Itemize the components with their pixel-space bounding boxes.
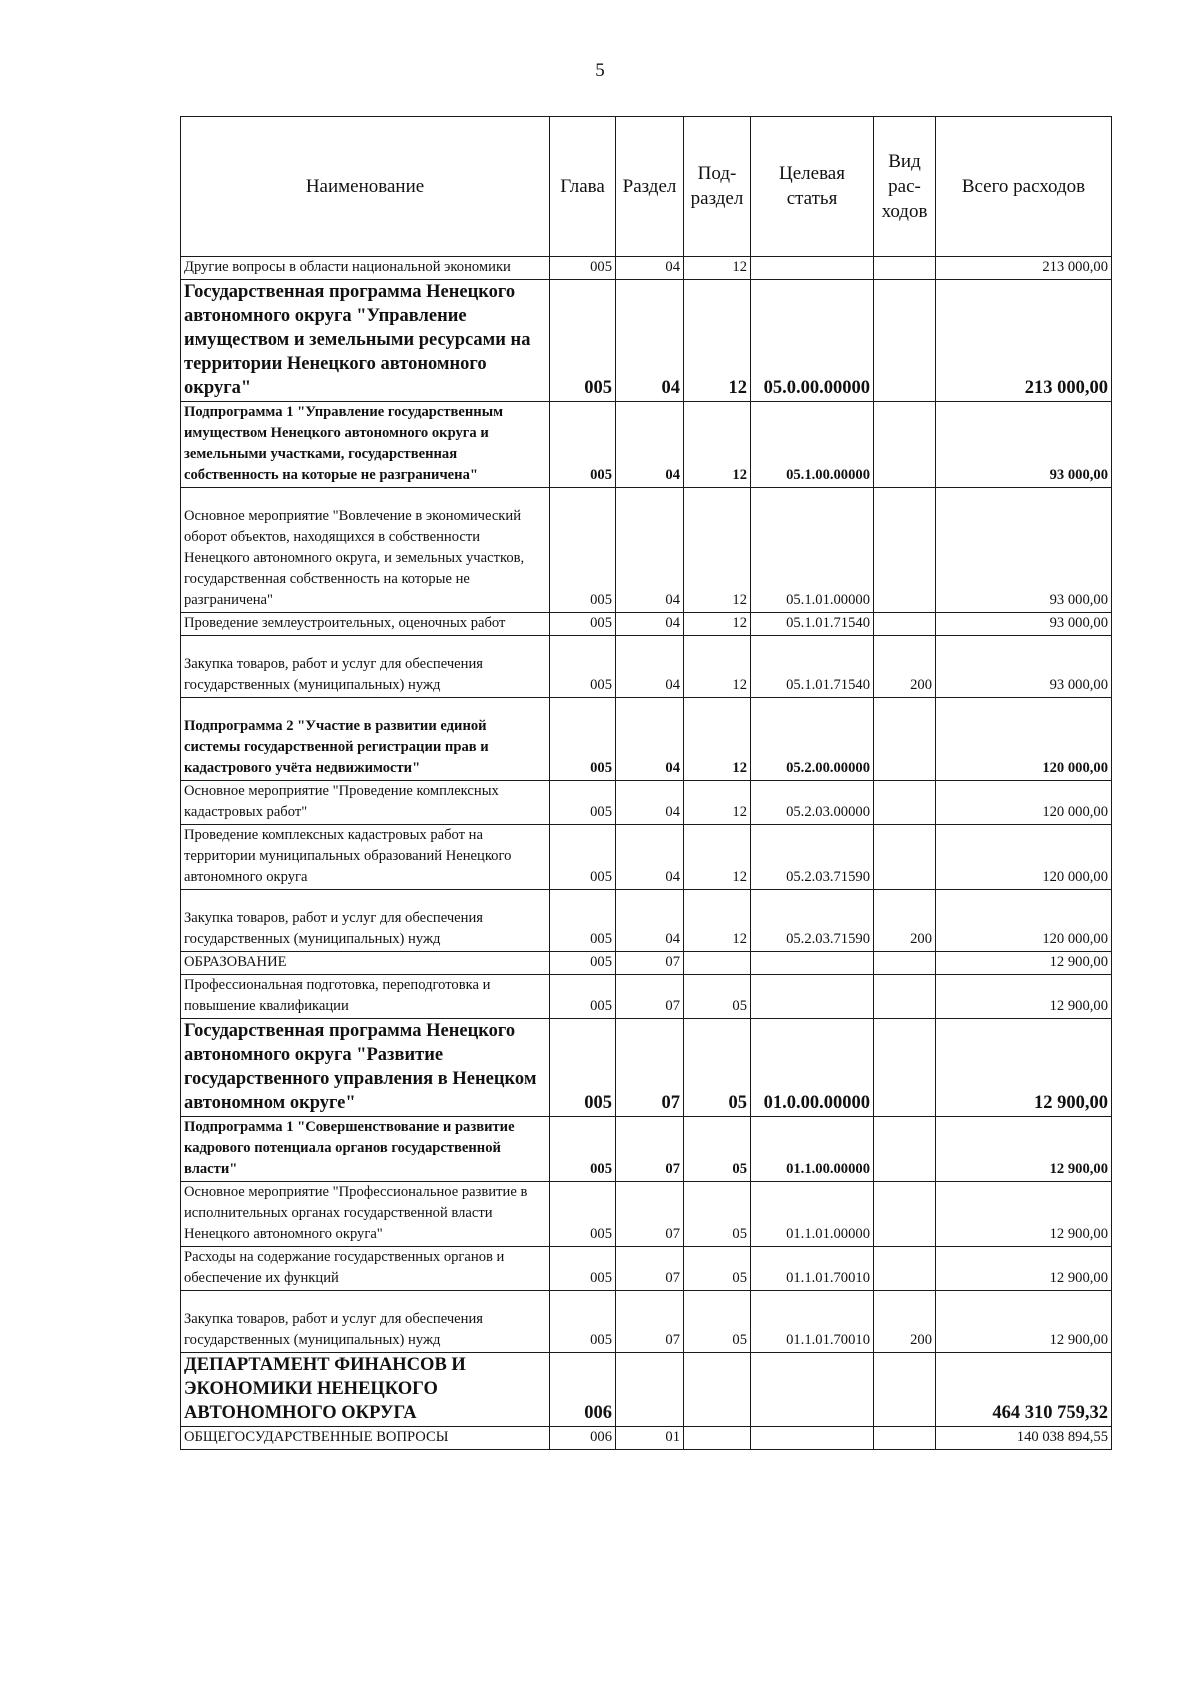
- row-tselevaya: 05.0.00.00000: [751, 280, 874, 402]
- row-podrazdel: 05: [684, 975, 751, 1019]
- row-total: 120 000,00: [936, 781, 1112, 825]
- table-row: [181, 1019, 1112, 1117]
- row-vid: [874, 280, 936, 402]
- row-podrazdel: [684, 1427, 751, 1450]
- table-row: [181, 825, 1112, 890]
- row-vid: [874, 825, 936, 890]
- row-name: Другие вопросы в области национальной экономики: [181, 257, 550, 280]
- row-tselevaya: [751, 952, 874, 975]
- row-total: 120 000,00: [936, 890, 1112, 952]
- table-row: [181, 613, 1112, 636]
- row-razdel: 07: [616, 952, 684, 975]
- row-total: 120 000,00: [936, 698, 1112, 781]
- table-row: [181, 1427, 1112, 1450]
- row-vid: 200: [874, 636, 936, 698]
- row-glava: 005: [550, 257, 616, 280]
- row-name: Подпрограмма 1 "Управление государственным имуществом Ненецкого автономного округа и земельными участками, государственная собственность на которые не разграничена": [181, 402, 550, 488]
- row-name: Проведение землеустроительных, оценочных работ: [181, 613, 550, 636]
- row-glava: 006: [550, 1353, 616, 1427]
- row-podrazdel: 12: [684, 257, 751, 280]
- row-podrazdel: 12: [684, 488, 751, 613]
- row-name: Основное мероприятие "Профессиональное развитие в исполнительных органах государственной власти Ненецкого автономного округа": [181, 1182, 550, 1247]
- row-vid: [874, 1427, 936, 1450]
- table-row: [181, 1247, 1112, 1291]
- row-total: 12 900,00: [936, 1019, 1112, 1117]
- row-glava: 005: [550, 975, 616, 1019]
- row-podrazdel: 05: [684, 1019, 751, 1117]
- row-total: 464 310 759,32: [936, 1353, 1112, 1427]
- row-razdel: [616, 1353, 684, 1427]
- row-tselevaya: 05.2.03.71590: [751, 825, 874, 890]
- row-tselevaya: [751, 257, 874, 280]
- row-name: Основное мероприятие "Проведение комплексных кадастровых работ": [181, 781, 550, 825]
- row-podrazdel: 12: [684, 698, 751, 781]
- row-tselevaya: 05.1.01.00000: [751, 488, 874, 613]
- row-total: 93 000,00: [936, 402, 1112, 488]
- row-total: 120 000,00: [936, 825, 1112, 890]
- row-name: Закупка товаров, работ и услуг для обеспечения государственных (муниципальных) нужд: [181, 890, 550, 952]
- row-vid: [874, 1353, 936, 1427]
- row-glava: 005: [550, 781, 616, 825]
- table-row: [181, 890, 1112, 952]
- row-name: Основное мероприятие "Вовлечение в экономический оборот объектов, находящихся в собственности Ненецкого автономного округа, и земельных участков, государственная собственность на которые не разграничена": [181, 488, 550, 613]
- row-razdel: 01: [616, 1427, 684, 1450]
- row-vid: 200: [874, 1291, 936, 1353]
- row-podrazdel: 05: [684, 1247, 751, 1291]
- row-total: 12 900,00: [936, 952, 1112, 975]
- row-tselevaya: 01.1.01.00000: [751, 1182, 874, 1247]
- row-vid: [874, 402, 936, 488]
- row-razdel: 04: [616, 402, 684, 488]
- row-glava: 005: [550, 952, 616, 975]
- row-glava: 005: [550, 636, 616, 698]
- row-vid: [874, 698, 936, 781]
- row-name: Государственная программа Ненецкого автономного округа "Развитие государственного управления в Ненецком автономном округе": [181, 1019, 550, 1117]
- row-vid: [874, 1019, 936, 1117]
- row-total: 12 900,00: [936, 1182, 1112, 1247]
- table-row: [181, 1291, 1112, 1353]
- row-podrazdel: [684, 1353, 751, 1427]
- table-row: [181, 257, 1112, 280]
- header-podrazdel: Под- раздел: [684, 117, 751, 257]
- row-vid: [874, 1117, 936, 1182]
- table-row: [181, 698, 1112, 781]
- row-total: 140 038 894,55: [936, 1427, 1112, 1450]
- header-total: Всего расходов: [936, 117, 1112, 257]
- row-podrazdel: 12: [684, 781, 751, 825]
- row-name: Закупка товаров, работ и услуг для обеспечения государственных (муниципальных) нужд: [181, 1291, 550, 1353]
- header-razdel: Раздел: [616, 117, 684, 257]
- row-tselevaya: 01.1.00.00000: [751, 1117, 874, 1182]
- row-tselevaya: [751, 975, 874, 1019]
- row-razdel: 07: [616, 1291, 684, 1353]
- table-row: [181, 781, 1112, 825]
- table-row: [181, 280, 1112, 402]
- row-tselevaya: 05.1.01.71540: [751, 613, 874, 636]
- row-glava: 005: [550, 1247, 616, 1291]
- header-vid: Вид рас- ходов: [874, 117, 936, 257]
- row-razdel: 04: [616, 613, 684, 636]
- table-row: [181, 402, 1112, 488]
- row-razdel: 07: [616, 1182, 684, 1247]
- row-total: 93 000,00: [936, 636, 1112, 698]
- row-razdel: 04: [616, 781, 684, 825]
- row-podrazdel: 05: [684, 1291, 751, 1353]
- row-glava: 005: [550, 1019, 616, 1117]
- row-glava: 005: [550, 1291, 616, 1353]
- row-total: 12 900,00: [936, 1117, 1112, 1182]
- row-total: 213 000,00: [936, 280, 1112, 402]
- row-name: Закупка товаров, работ и услуг для обеспечения государственных (муниципальных) нужд: [181, 636, 550, 698]
- header-row: [181, 117, 1112, 257]
- row-glava: 005: [550, 1117, 616, 1182]
- row-glava: 005: [550, 1182, 616, 1247]
- row-name: Подпрограмма 1 "Совершенствование и развитие кадрового потенциала органов государственной власти": [181, 1117, 550, 1182]
- row-podrazdel: 05: [684, 1182, 751, 1247]
- row-name: Подпрограмма 2 "Участие в развитии единой системы государственной регистрации прав и кадастрового учёта недвижимости": [181, 698, 550, 781]
- row-name: Профессиональная подготовка, переподготовка и повышение квалификации: [181, 975, 550, 1019]
- row-vid: [874, 488, 936, 613]
- row-podrazdel: 12: [684, 613, 751, 636]
- row-podrazdel: 12: [684, 825, 751, 890]
- row-vid: [874, 952, 936, 975]
- budget-table: [180, 116, 1112, 1450]
- row-glava: 005: [550, 488, 616, 613]
- row-glava: 005: [550, 280, 616, 402]
- row-razdel: 07: [616, 1019, 684, 1117]
- row-name: ДЕПАРТАМЕНТ ФИНАНСОВ И ЭКОНОМИКИ НЕНЕЦКОГО АВТОНОМНОГО ОКРУГА: [181, 1353, 550, 1427]
- row-total: 213 000,00: [936, 257, 1112, 280]
- row-glava: 005: [550, 825, 616, 890]
- row-vid: [874, 975, 936, 1019]
- table-row: [181, 636, 1112, 698]
- row-name: Проведение комплексных кадастровых работ на территории муниципальных образований Ненецкого автономного округа: [181, 825, 550, 890]
- row-glava: 005: [550, 698, 616, 781]
- row-podrazdel: 12: [684, 402, 751, 488]
- row-vid: [874, 257, 936, 280]
- row-name: Государственная программа Ненецкого автономного округа "Управление имуществом и земельными ресурсами на территории Ненецкого автономного округа": [181, 280, 550, 402]
- row-podrazdel: 05: [684, 1117, 751, 1182]
- row-razdel: 07: [616, 1247, 684, 1291]
- row-razdel: 07: [616, 975, 684, 1019]
- header-tselevaya: Целевая статья: [751, 117, 874, 257]
- row-vid: [874, 781, 936, 825]
- row-tselevaya: [751, 1353, 874, 1427]
- row-razdel: 04: [616, 890, 684, 952]
- page-number: 5: [595, 60, 605, 81]
- table-row: [181, 1353, 1112, 1427]
- header-glava: Глава: [550, 117, 616, 257]
- row-razdel: 04: [616, 257, 684, 280]
- row-name: ОБРАЗОВАНИЕ: [181, 952, 550, 975]
- row-podrazdel: [684, 952, 751, 975]
- row-glava: 005: [550, 613, 616, 636]
- row-total: 93 000,00: [936, 488, 1112, 613]
- row-podrazdel: 12: [684, 636, 751, 698]
- row-razdel: 04: [616, 280, 684, 402]
- header-name: Наименование: [181, 117, 550, 257]
- row-podrazdel: 12: [684, 890, 751, 952]
- row-vid: [874, 1247, 936, 1291]
- row-glava: 006: [550, 1427, 616, 1450]
- row-vid: 200: [874, 890, 936, 952]
- row-tselevaya: 01.1.01.70010: [751, 1247, 874, 1291]
- row-razdel: 04: [616, 636, 684, 698]
- row-razdel: 04: [616, 825, 684, 890]
- row-tselevaya: [751, 1427, 874, 1450]
- table-row: [181, 975, 1112, 1019]
- row-glava: 005: [550, 890, 616, 952]
- row-name: ОБЩЕГОСУДАРСТВЕННЫЕ ВОПРОСЫ: [181, 1427, 550, 1450]
- row-razdel: 04: [616, 698, 684, 781]
- row-tselevaya: 05.2.03.00000: [751, 781, 874, 825]
- row-glava: 005: [550, 402, 616, 488]
- table-row: [181, 1182, 1112, 1247]
- row-tselevaya: 05.1.00.00000: [751, 402, 874, 488]
- row-tselevaya: 01.1.01.70010: [751, 1291, 874, 1353]
- row-total: 12 900,00: [936, 975, 1112, 1019]
- row-total: 12 900,00: [936, 1291, 1112, 1353]
- row-tselevaya: 05.2.03.71590: [751, 890, 874, 952]
- row-total: 93 000,00: [936, 613, 1112, 636]
- row-name: Расходы на содержание государственных органов и обеспечение их функций: [181, 1247, 550, 1291]
- row-vid: [874, 1182, 936, 1247]
- row-podrazdel: 12: [684, 280, 751, 402]
- table-row: [181, 1117, 1112, 1182]
- row-tselevaya: 01.0.00.00000: [751, 1019, 874, 1117]
- row-tselevaya: 05.1.01.71540: [751, 636, 874, 698]
- table-row: [181, 488, 1112, 613]
- row-vid: [874, 613, 936, 636]
- table-row: [181, 952, 1112, 975]
- row-razdel: 04: [616, 488, 684, 613]
- row-total: 12 900,00: [936, 1247, 1112, 1291]
- row-razdel: 07: [616, 1117, 684, 1182]
- row-tselevaya: 05.2.00.00000: [751, 698, 874, 781]
